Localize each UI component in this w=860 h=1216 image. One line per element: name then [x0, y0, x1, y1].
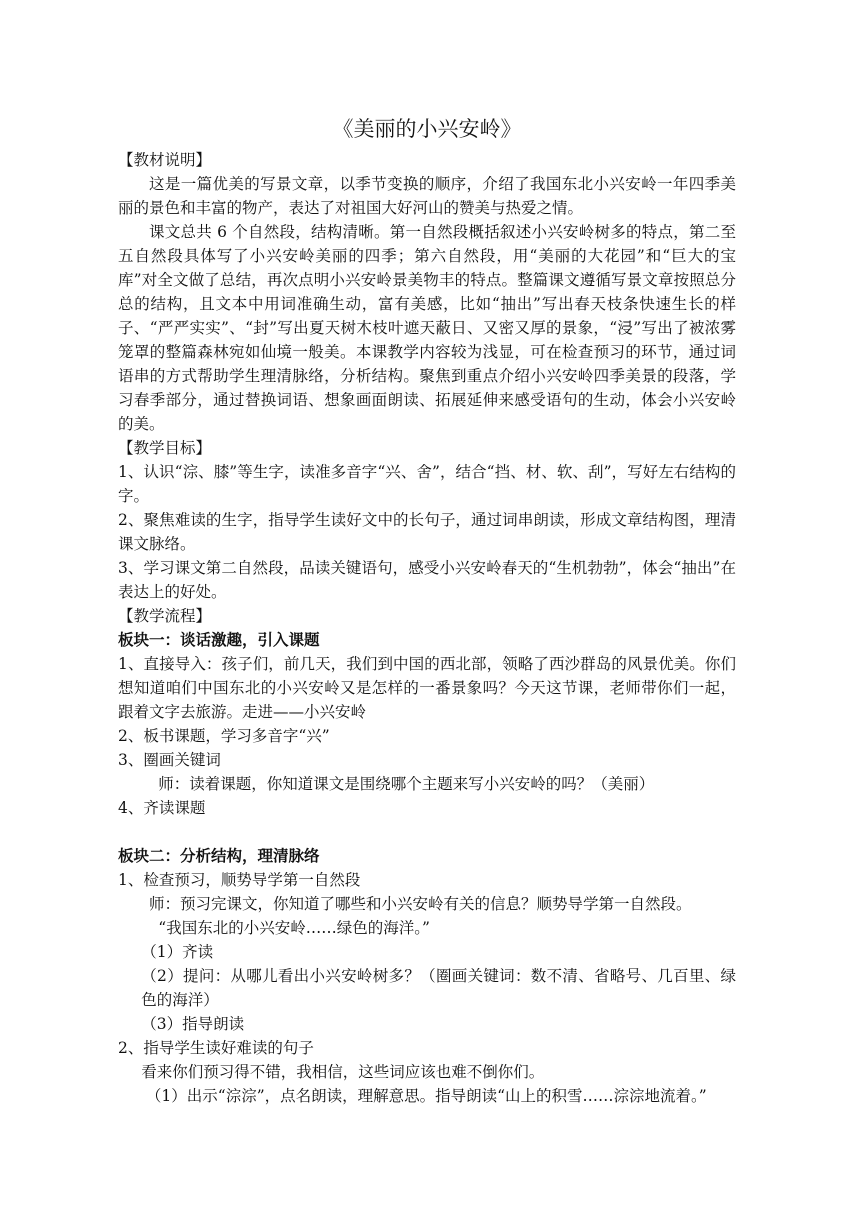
- list-item: 1、直接导入：孩子们，前几天，我们到中国的西北部，领略了西沙群岛的风景优美。你们想知道咱们中国东北的小兴安岭又是怎样的一番景象吗？今天这节课，老师带你们一起，跟着文字去旅游。走进——小兴安岭: [118, 655, 736, 721]
- paragraph: 课文总共 6 个自然段，结构清晰。第一自然段概括叙述小兴安岭树多的特点，第二至五自然段具体写了小兴安岭美丽的四季；第六自然段，用“美丽的大花园”和“巨大的宝库”对全文做了总结，再次点明小兴安岭景美物丰的特点。整篇课文遵循写景文章按照总分总的结构，且文本中用词准确生动，富有美感，比如“抽出”写出春天枝条快速生长的样子、“严严实实”、“封”写出夏天树木枝叶遮天蔽日、又密又厚的景象，“浸”写出了被浓雾笼罩的整篇森林宛如仙境一般美。本课教学内容较为浅显，可在检查预习的环节，通过词语串的方式帮助学生理清脉络，分析结构。聚焦到重点介绍小兴安岭四季美景的段落，学习春季部分，通过替换词语、想象画面朗读、拓展延伸来感受语句的生动，体会小兴安岭的美。: [118, 223, 736, 433]
- list-item: 1、认识“淙、膝”等生字，读准多音字“兴、舍”，结合“挡、材、软、刮”，写好左右结构的字。: [118, 463, 736, 505]
- list-item: 4、齐读课题: [118, 799, 206, 817]
- document-title: 《美丽的小兴安岭》: [332, 117, 522, 141]
- list-item: 2、聚焦难读的生字，指导学生读好文中的长句子，通过词串朗读，形成文章结构图，理清课文脉络。: [118, 511, 736, 553]
- sub-item: （1）齐读: [141, 943, 214, 961]
- paragraph: 看来你们预习得不错，我相信，这些词应该也难不倒你们。: [141, 1063, 545, 1081]
- quote: “我国东北的小兴安岭……绿色的海洋。”: [158, 919, 430, 937]
- block-heading: 板块一：谈话激趣，引入课题: [118, 630, 320, 649]
- section-heading: 【教材说明】: [118, 151, 212, 169]
- sub-item: （3）指导朗读: [141, 1015, 245, 1033]
- sub-item: （1）出示“淙淙”，点名朗读，理解意思。指导朗读“山上的积雪……淙淙地流着。”: [145, 1087, 707, 1105]
- section-heading: 【教学流程】: [118, 607, 212, 625]
- paragraph: 师：预习完课文，你知道了哪些和小兴安岭有关的信息？顺势导学第一自然段。: [149, 895, 692, 913]
- document-body: [118, 112, 736, 1108]
- sub-item: （2）提问：从哪儿看出小兴安岭树多？（圈画关键词：数不清、省略号、几百里、绿色的海洋）: [141, 967, 736, 1009]
- list-item: 1、检查预习，顺势导学第一自然段: [118, 871, 361, 889]
- section-heading: 【教学目标】: [118, 439, 212, 457]
- list-item: 3、学习课文第二自然段，品读关键语句，感受小兴安岭春天的“生机勃勃”，体会“抽出”在表达上的好处。: [118, 559, 736, 601]
- list-item: 3、圈画关键词: [118, 751, 221, 769]
- block-heading: 板块二：分析结构，理清脉络: [118, 846, 320, 865]
- blank-line: [118, 820, 736, 844]
- paragraph: 这是一篇优美的写景文章，以季节变换的顺序，介绍了我国东北小兴安岭一年四季美丽的景色和丰富的物产，表达了对祖国大好河山的赞美与热爱之情。: [118, 175, 736, 217]
- paragraph: 师：读着课题，你知道课文是围绕哪个主题来写小兴安岭的吗？（美丽）: [158, 775, 655, 793]
- list-item: 2、指导学生读好难读的句子: [118, 1039, 314, 1057]
- list-item: 2、板书课题，学习多音字“兴”: [118, 727, 330, 745]
